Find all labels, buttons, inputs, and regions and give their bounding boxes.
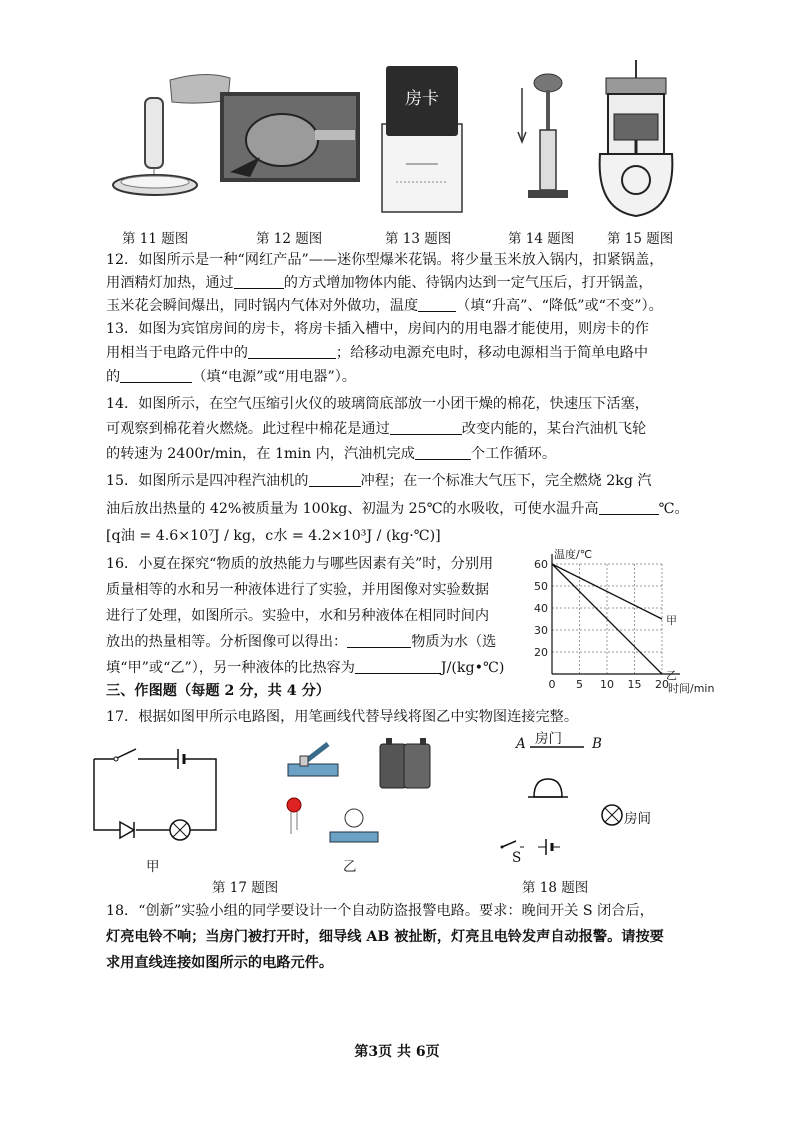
q12-text: 玉米花会瞬间爆出，同时锅内气体对外做功，温度 <box>106 298 419 314</box>
x-tick-label: 5 <box>576 678 583 691</box>
caption-fig18: 第 18 题图 <box>522 880 589 896</box>
q13-text: 用相当于电路元件中的 <box>106 345 248 361</box>
answer-blank[interactable] <box>234 274 284 289</box>
page-footer: 第3页 共 6页 <box>354 1044 440 1060</box>
x-tick-label: 0 <box>548 678 556 691</box>
label-door: 房门 <box>535 731 562 747</box>
answer-blank[interactable] <box>390 420 462 435</box>
answer-blank[interactable] <box>415 445 471 460</box>
caption-fig14: 第 14 题图 <box>508 231 575 247</box>
answer-blank[interactable] <box>355 659 441 674</box>
x-axis-label: 时间/min <box>668 682 715 695</box>
q12-text: （填“升高”、“降低”或“不变”）。 <box>456 298 663 314</box>
answer-blank[interactable] <box>248 344 336 359</box>
q16-line2: 质量相等的水和另一种液体进行了实验，并用图像对实验数据 <box>106 582 490 598</box>
y-tick-label: 60 <box>534 558 548 571</box>
q14-text: 个工作循环。 <box>470 446 557 462</box>
q12-line2 <box>106 272 653 294</box>
q17-line1: 17．根据如图甲所示电路图，用笔画线代替导线将图乙中实物图连接完整。 <box>106 709 579 725</box>
answer-blank[interactable] <box>347 633 411 648</box>
answer-blank[interactable] <box>120 368 192 383</box>
label-yi: 乙 <box>343 859 357 875</box>
q13-line1: 13．如图为宾馆房间的房卡，将房卡插入槽中，房间内的用电器才能使用，则房卡的作 <box>106 321 649 337</box>
fig17-components <box>282 730 442 860</box>
q15-text: 15．如图所示是四冲程汽油机的 <box>106 473 309 489</box>
y-tick-label: 20 <box>534 646 548 659</box>
q12-text: 用酒精灯加热，通过 <box>106 275 234 291</box>
temperature-time-chart <box>530 548 760 695</box>
q13-line2 <box>106 342 648 364</box>
y-axis-label: 温度/℃ <box>554 548 593 561</box>
answer-blank[interactable] <box>599 500 659 515</box>
answer-blank[interactable] <box>309 472 361 487</box>
q14-line1: 14．如图所示，在空气压缩引火仪的玻璃筒底部放一小团干燥的棉花，快速压下活塞， <box>106 396 649 412</box>
caption-fig12: 第 12 题图 <box>256 231 323 247</box>
q12-line3 <box>106 295 663 317</box>
caption-fig13: 第 13 题图 <box>385 231 452 247</box>
q16-text: J/(kg•℃) <box>440 660 505 676</box>
q14-line2 <box>106 418 646 440</box>
q14-text: 可观察到棉花着火燃烧。此过程中棉花是通过 <box>106 421 390 437</box>
y-tick-label: 50 <box>534 580 548 593</box>
x-tick-label: 20 <box>655 678 669 691</box>
q15-text: 油后放出热量的 42%被质量为 100kg、初温为 25℃的水吸收，可使水温升高 <box>106 501 599 517</box>
q15-text: 冲程；在一个标准大气压下，完全燃烧 2kg 汽 <box>360 473 652 489</box>
q16-line1: 16．小夏在探究“物质的放热能力与哪些因素有关”时，分别用 <box>106 556 494 572</box>
fig17-circuit-diagram <box>92 745 222 835</box>
q18-line3: 求用直线连接如图所示的电路元件。 <box>106 955 334 971</box>
fig12-image <box>220 92 360 182</box>
x-tick-label: 10 <box>600 678 614 691</box>
x-tick-label: 15 <box>627 678 642 691</box>
label-a: A <box>516 736 526 752</box>
series-label: 乙 <box>666 669 677 682</box>
fig13-image <box>376 64 468 214</box>
q16-line4 <box>106 631 496 653</box>
room-card-text: 房卡 <box>405 89 439 109</box>
answer-blank[interactable] <box>418 297 456 312</box>
q13-text: ；给移动电源充电时，移动电源相当于简单电路中 <box>335 345 649 361</box>
q18-line2: 灯亮电铃不响；当房门被打开时，细导线 AB 被扯断，灯亮且电铃发声自动报警。请按要 <box>106 929 664 945</box>
q15-line3: [q油 = 4.6×10⁷J / kg，c水 = 4.2×10³J / (kg·℃)] <box>106 528 441 544</box>
series-label: 甲 <box>666 614 677 627</box>
section-heading: 三、作图题（每题 2 分，共 4 分） <box>106 683 330 699</box>
fig11-image <box>110 70 230 200</box>
y-tick-label: 30 <box>534 624 548 637</box>
label-room: 房间 <box>624 811 651 827</box>
q15-line2 <box>106 498 689 520</box>
q12-line1: 12．如图所示是一种“网红产品”——迷你型爆米花锅。将少量玉米放入锅内，扣紧锅盖， <box>106 252 664 268</box>
caption-fig15: 第 15 题图 <box>607 231 674 247</box>
q13-text: 的 <box>106 369 121 385</box>
q16-line5 <box>106 657 504 679</box>
q12-text: 的方式增加物体内能、待锅内达到一定气压后，打开锅盖， <box>283 275 653 291</box>
q16-text: 物质为水（选 <box>411 634 497 650</box>
q18-line1: 18．“创新”实验小组的同学要设计一个自动防盗报警电路。要求：晚间开关 S 闭合后， <box>106 903 654 919</box>
q14-text: 的转速为 2400r/min，在 1min 内，汽油机完成 <box>106 446 415 462</box>
fig14-image <box>518 68 578 208</box>
q14-text: 改变内能的，某台汽油机飞轮 <box>461 421 647 437</box>
fig15-image <box>596 60 676 220</box>
q13-text: （填“电源”或“用电器”）。 <box>192 369 356 385</box>
y-tick-label: 40 <box>534 602 548 615</box>
q15-text: ℃。 <box>658 501 689 517</box>
q15-line1 <box>106 470 652 492</box>
label-switch-s: S <box>512 850 522 866</box>
q16-text: 填“甲”或“乙”），另一种液体的比热容为 <box>106 660 355 676</box>
q16-line3: 进行了处理，如图所示。实验中，水和另种液体在相同时间内 <box>106 608 490 624</box>
q13-line3 <box>106 366 356 388</box>
caption-fig11: 第 11 题图 <box>122 231 189 247</box>
caption-fig17: 第 17 题图 <box>212 880 279 896</box>
label-b: B <box>592 736 602 752</box>
q14-line3 <box>106 443 556 465</box>
q16-text: 放出的热量相等。分析图像可以得出： <box>106 634 348 650</box>
label-jia: 甲 <box>146 859 160 875</box>
